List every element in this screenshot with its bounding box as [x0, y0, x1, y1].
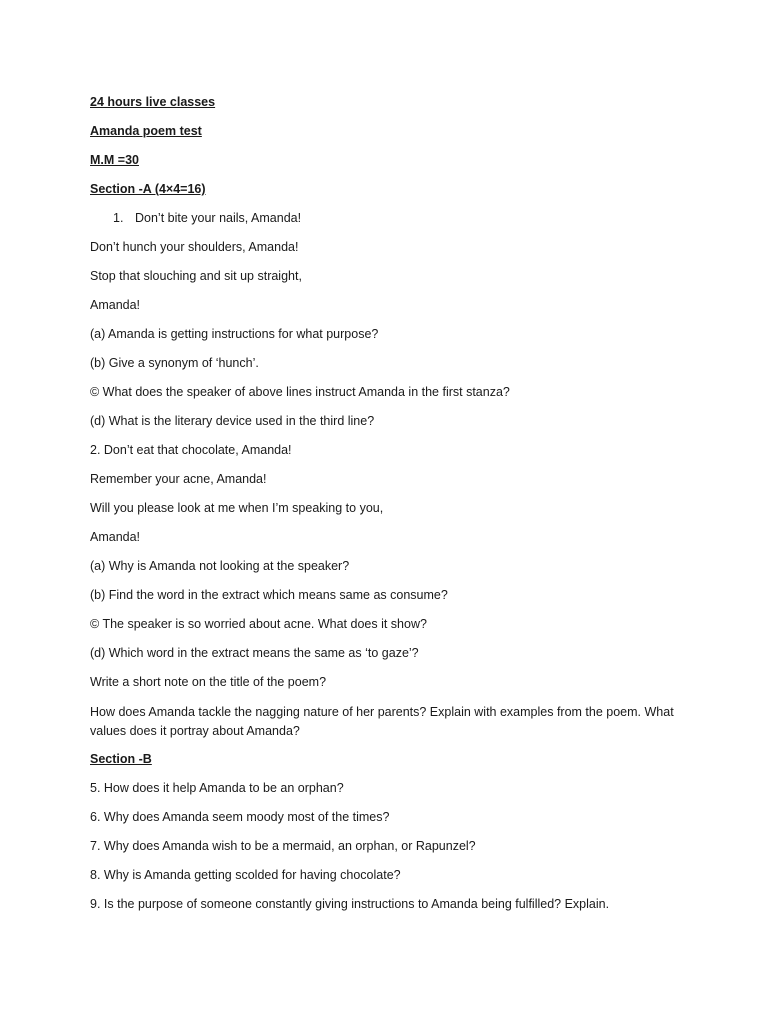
- q1-subq-b: (b) Give a synonym of ‘hunch’.: [90, 356, 259, 370]
- q9-text: 9. Is the purpose of someone constantly giving instructions to Amanda being fulfilled? Explain.: [90, 897, 610, 911]
- q3-text: Write a short note on the title of the poem?: [90, 675, 327, 689]
- q2-line-3: Will you please look at me when I’m speaking to you,: [90, 501, 384, 515]
- q2-subq-d: (d) Which word in the extract means the same as ‘to gaze’?: [90, 646, 419, 660]
- q1-number: 1.: [113, 211, 124, 225]
- section-b-heading: Section -B: [90, 752, 152, 766]
- q1-first-line: [90, 210, 710, 239]
- q1-line-4: Amanda!: [90, 298, 141, 312]
- header-line-1: 24 hours live classes: [90, 95, 216, 109]
- q2-line-1: 2. Don’t eat that chocolate, Amanda!: [90, 443, 292, 457]
- q1-subq-d: (d) What is the literary device used in the third line?: [90, 414, 375, 428]
- q2-line-4: Amanda!: [90, 530, 141, 544]
- test-title: Amanda poem test: [90, 124, 202, 138]
- q4-text: How does Amanda tackle the nagging nature of her parents? Explain with examples from the poem. What values does it portray about Amanda?: [90, 705, 674, 738]
- q1-line-3: Stop that slouching and sit up straight,: [90, 269, 302, 283]
- q5-text: 5. How does it help Amanda to be an orphan?: [90, 781, 344, 795]
- section-a-heading: Section -A (4×4=16): [90, 182, 206, 196]
- q1-line-1: Don’t bite your nails, Amanda!: [135, 211, 302, 225]
- q2-subq-b: (b) Find the word in the extract which means same as consume?: [90, 588, 448, 602]
- q1-subq-a: (a) Amanda is getting instructions for what purpose?: [90, 327, 379, 341]
- max-marks: M.M =30: [90, 153, 139, 167]
- q8-text: 8. Why is Amanda getting scolded for having chocolate?: [90, 868, 401, 882]
- q1-subq-c: © What does the speaker of above lines instruct Amanda in the first stanza?: [90, 385, 510, 399]
- q6-text: 6. Why does Amanda seem moody most of the times?: [90, 810, 390, 824]
- q2-subq-a: (a) Why is Amanda not looking at the speaker?: [90, 559, 350, 573]
- q2-line-2: Remember your acne, Amanda!: [90, 472, 267, 486]
- q1-line-2: Don’t hunch your shoulders, Amanda!: [90, 240, 299, 254]
- q7-text: 7. Why does Amanda wish to be a mermaid, an orphan, or Rapunzel?: [90, 839, 476, 853]
- q2-subq-c: © The speaker is so worried about acne. What does it show?: [90, 617, 427, 631]
- document-page: [90, 94, 710, 925]
